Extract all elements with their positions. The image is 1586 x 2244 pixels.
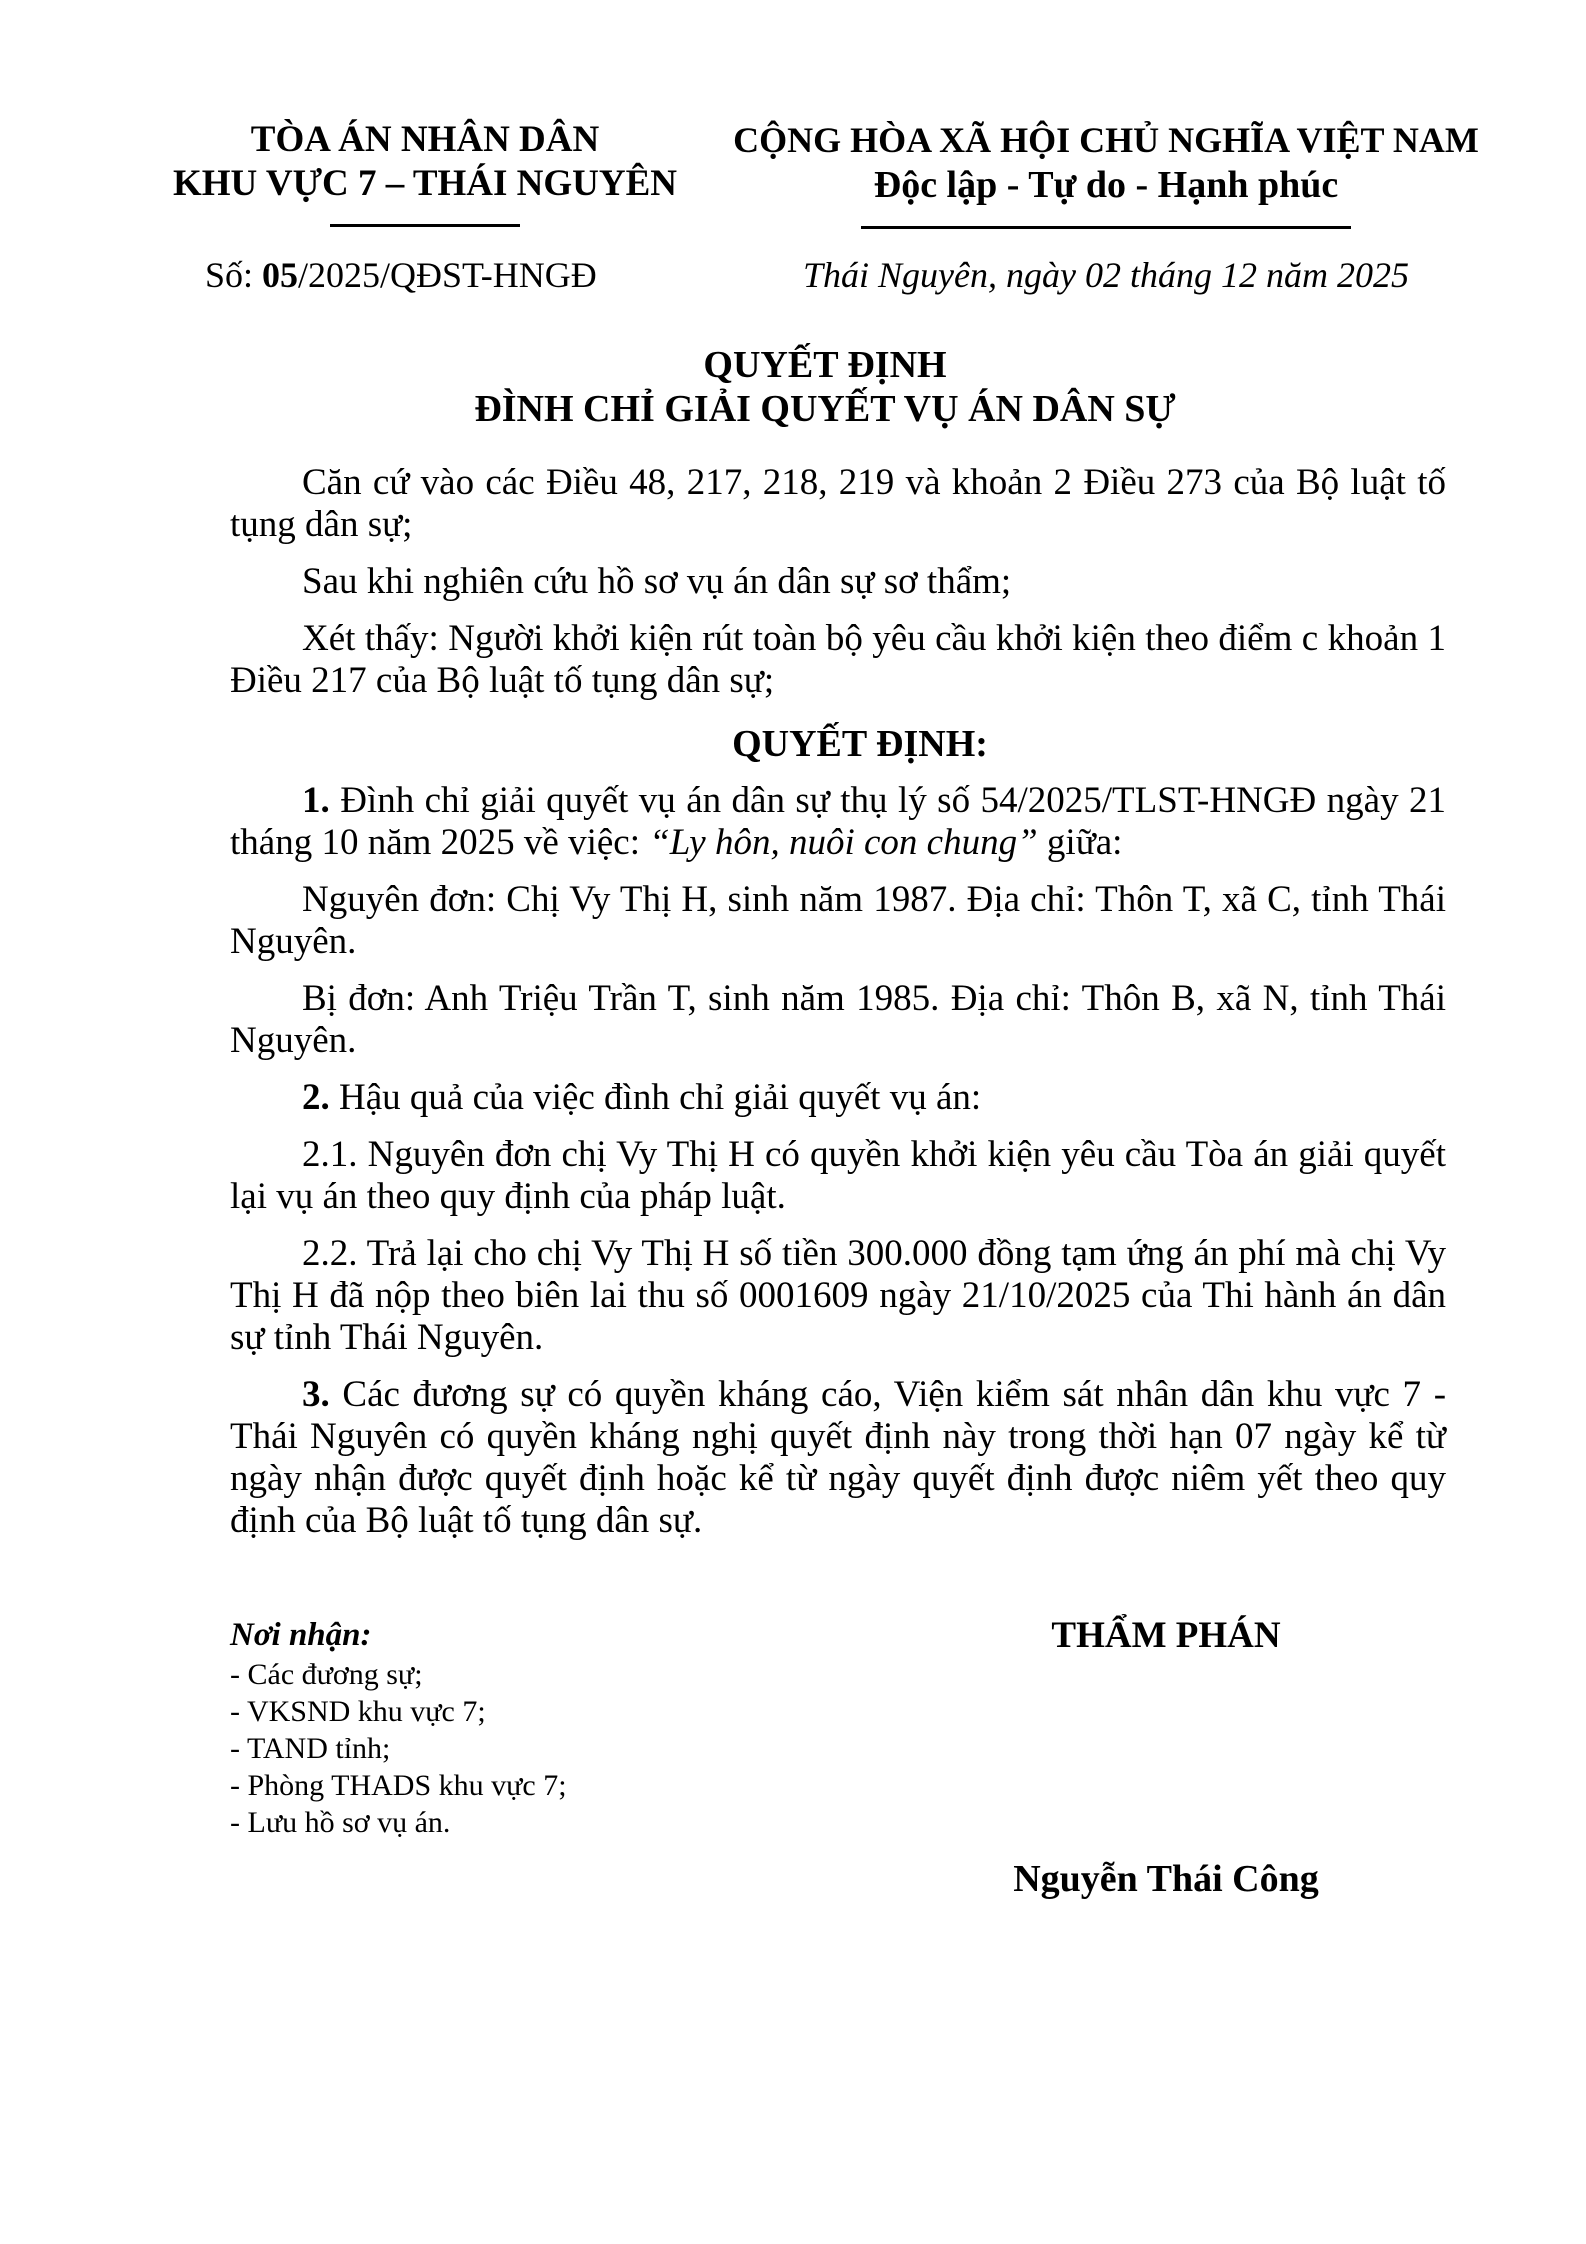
recipients-block [230,1614,567,1841]
recipient-item: - VKSND khu vực 7; [230,1695,486,1728]
item-3-text: Các đương sự có quyền kháng cáo, Viện kiểm sát nhân dân khu vực 7 - Thái Nguyên có quyền kháng nghị quyết định này trong thời hạn 07 ngày kể từ ngày nhận được quyết định hoặc kể từ ngày quyết định được niêm yết theo quy định của Bộ luật tố tụng dân sự. [230,1374,1447,1541]
decision-section-heading: QUYẾT ĐỊNH: [732,723,988,765]
preamble-case-review: Sau khi nghiên cứu hồ sơ vụ án dân sự sơ thẩm; [302,561,1012,602]
court-underline [330,224,520,227]
item-3-number: 3. [302,1374,343,1415]
item-1-text: Đình chỉ giải quyết vụ án dân sự thụ lý số 54/2025/TLST-HNGĐ ngày 21 tháng 10 năm 2025 về việc: [230,780,1447,863]
decision-item-2 [230,1077,1446,1119]
case-subject-quote: “Ly hôn, nuôi con chung” [649,822,1038,863]
document-body [0,462,1586,1542]
decision-item-2-2: 2.2. Trả lại cho chị Vy Thị H số tiền 300.000 đồng tạm ứng án phí mà chị Vy Thị H đã nộp theo biên lai thu số 0001609 ngày 21/10/2025 của Thi hành án dân sự tỉnh Thái Nguyên. [230,1233,1446,1358]
document-number [135,253,715,297]
document-title [32,343,1586,431]
document-number-suffix: /2025/QĐST-HNGĐ [298,255,597,295]
court-name-line1: TÒA ÁN NHÂN DÂN [250,119,600,160]
recipient-item: - Các đương sự; [230,1658,423,1691]
republic-title: CỘNG HÒA XÃ HỘI CHỦ NGHĨA VIỆT NAM [733,120,1479,160]
recipient-item: - Lưu hồ sơ vụ án. [230,1806,451,1839]
defendant-paragraph: Bị đơn: Anh Triệu Trần T, sinh năm 1985. Địa chỉ: Thôn B, xã N, tỉnh Thái Nguyên. [230,978,1446,1061]
recipient-item: - TAND tỉnh; [230,1732,391,1765]
recipient-item: - Phòng THADS khu vực 7; [230,1769,567,1802]
document-footer [0,1614,1586,1902]
item-2-number: 2. [302,1077,339,1118]
national-motto-block [731,118,1481,297]
motto-underline [861,226,1351,229]
item-1-number: 1. [302,780,341,821]
document-number-value: 05 [262,255,299,295]
judge-name: Nguyễn Thái Công [1013,1858,1319,1900]
place-date-line: Thái Nguyên, ngày 02 tháng 12 năm 2025 [803,255,1409,295]
signature-block [936,1614,1396,1902]
item-1-suffix: giữa: [1037,822,1123,863]
item-2-text: Hậu quả của việc đình chỉ giải quyết vụ án: [339,1077,982,1118]
motto-line: Độc lập - Tự do - Hạnh phúc [873,164,1339,206]
court-name-line2: KHU VỰC 7 – THÁI NGUYÊN [173,163,677,204]
judge-title: THẨM PHÁN [1051,1615,1281,1656]
recipients-label: Nơi nhận: [230,1617,372,1653]
issuing-court-block [135,118,715,297]
decision-item-3 [230,1374,1446,1542]
plaintiff-paragraph: Nguyên đơn: Chị Vy Thị H, sinh năm 1987. Địa chỉ: Thôn T, xã C, tỉnh Thái Nguyên. [230,879,1446,962]
document-header [0,0,1586,297]
decision-item-2-1: 2.1. Nguyên đơn chị Vy Thị H có quyền khởi kiện yêu cầu Tòa án giải quyết lại vụ án theo quy định của pháp luật. [230,1134,1446,1217]
document-number-label: Số: [205,255,263,295]
preamble-finding: Xét thấy: Người khởi kiện rút toàn bộ yêu cầu khởi kiện theo điểm c khoản 1 Điều 217 của Bộ luật tố tụng dân sự; [230,618,1446,701]
title-line1: QUYẾT ĐỊNH [703,344,947,386]
preamble-legal-basis: Căn cứ vào các Điều 48, 217, 218, 219 và khoản 2 Điều 273 của Bộ luật tố tụng dân sự; [230,462,1446,545]
decision-item-1 [230,780,1446,864]
title-line2: ĐÌNH CHỈ GIẢI QUYẾT VỤ ÁN DÂN SỰ [474,388,1176,430]
